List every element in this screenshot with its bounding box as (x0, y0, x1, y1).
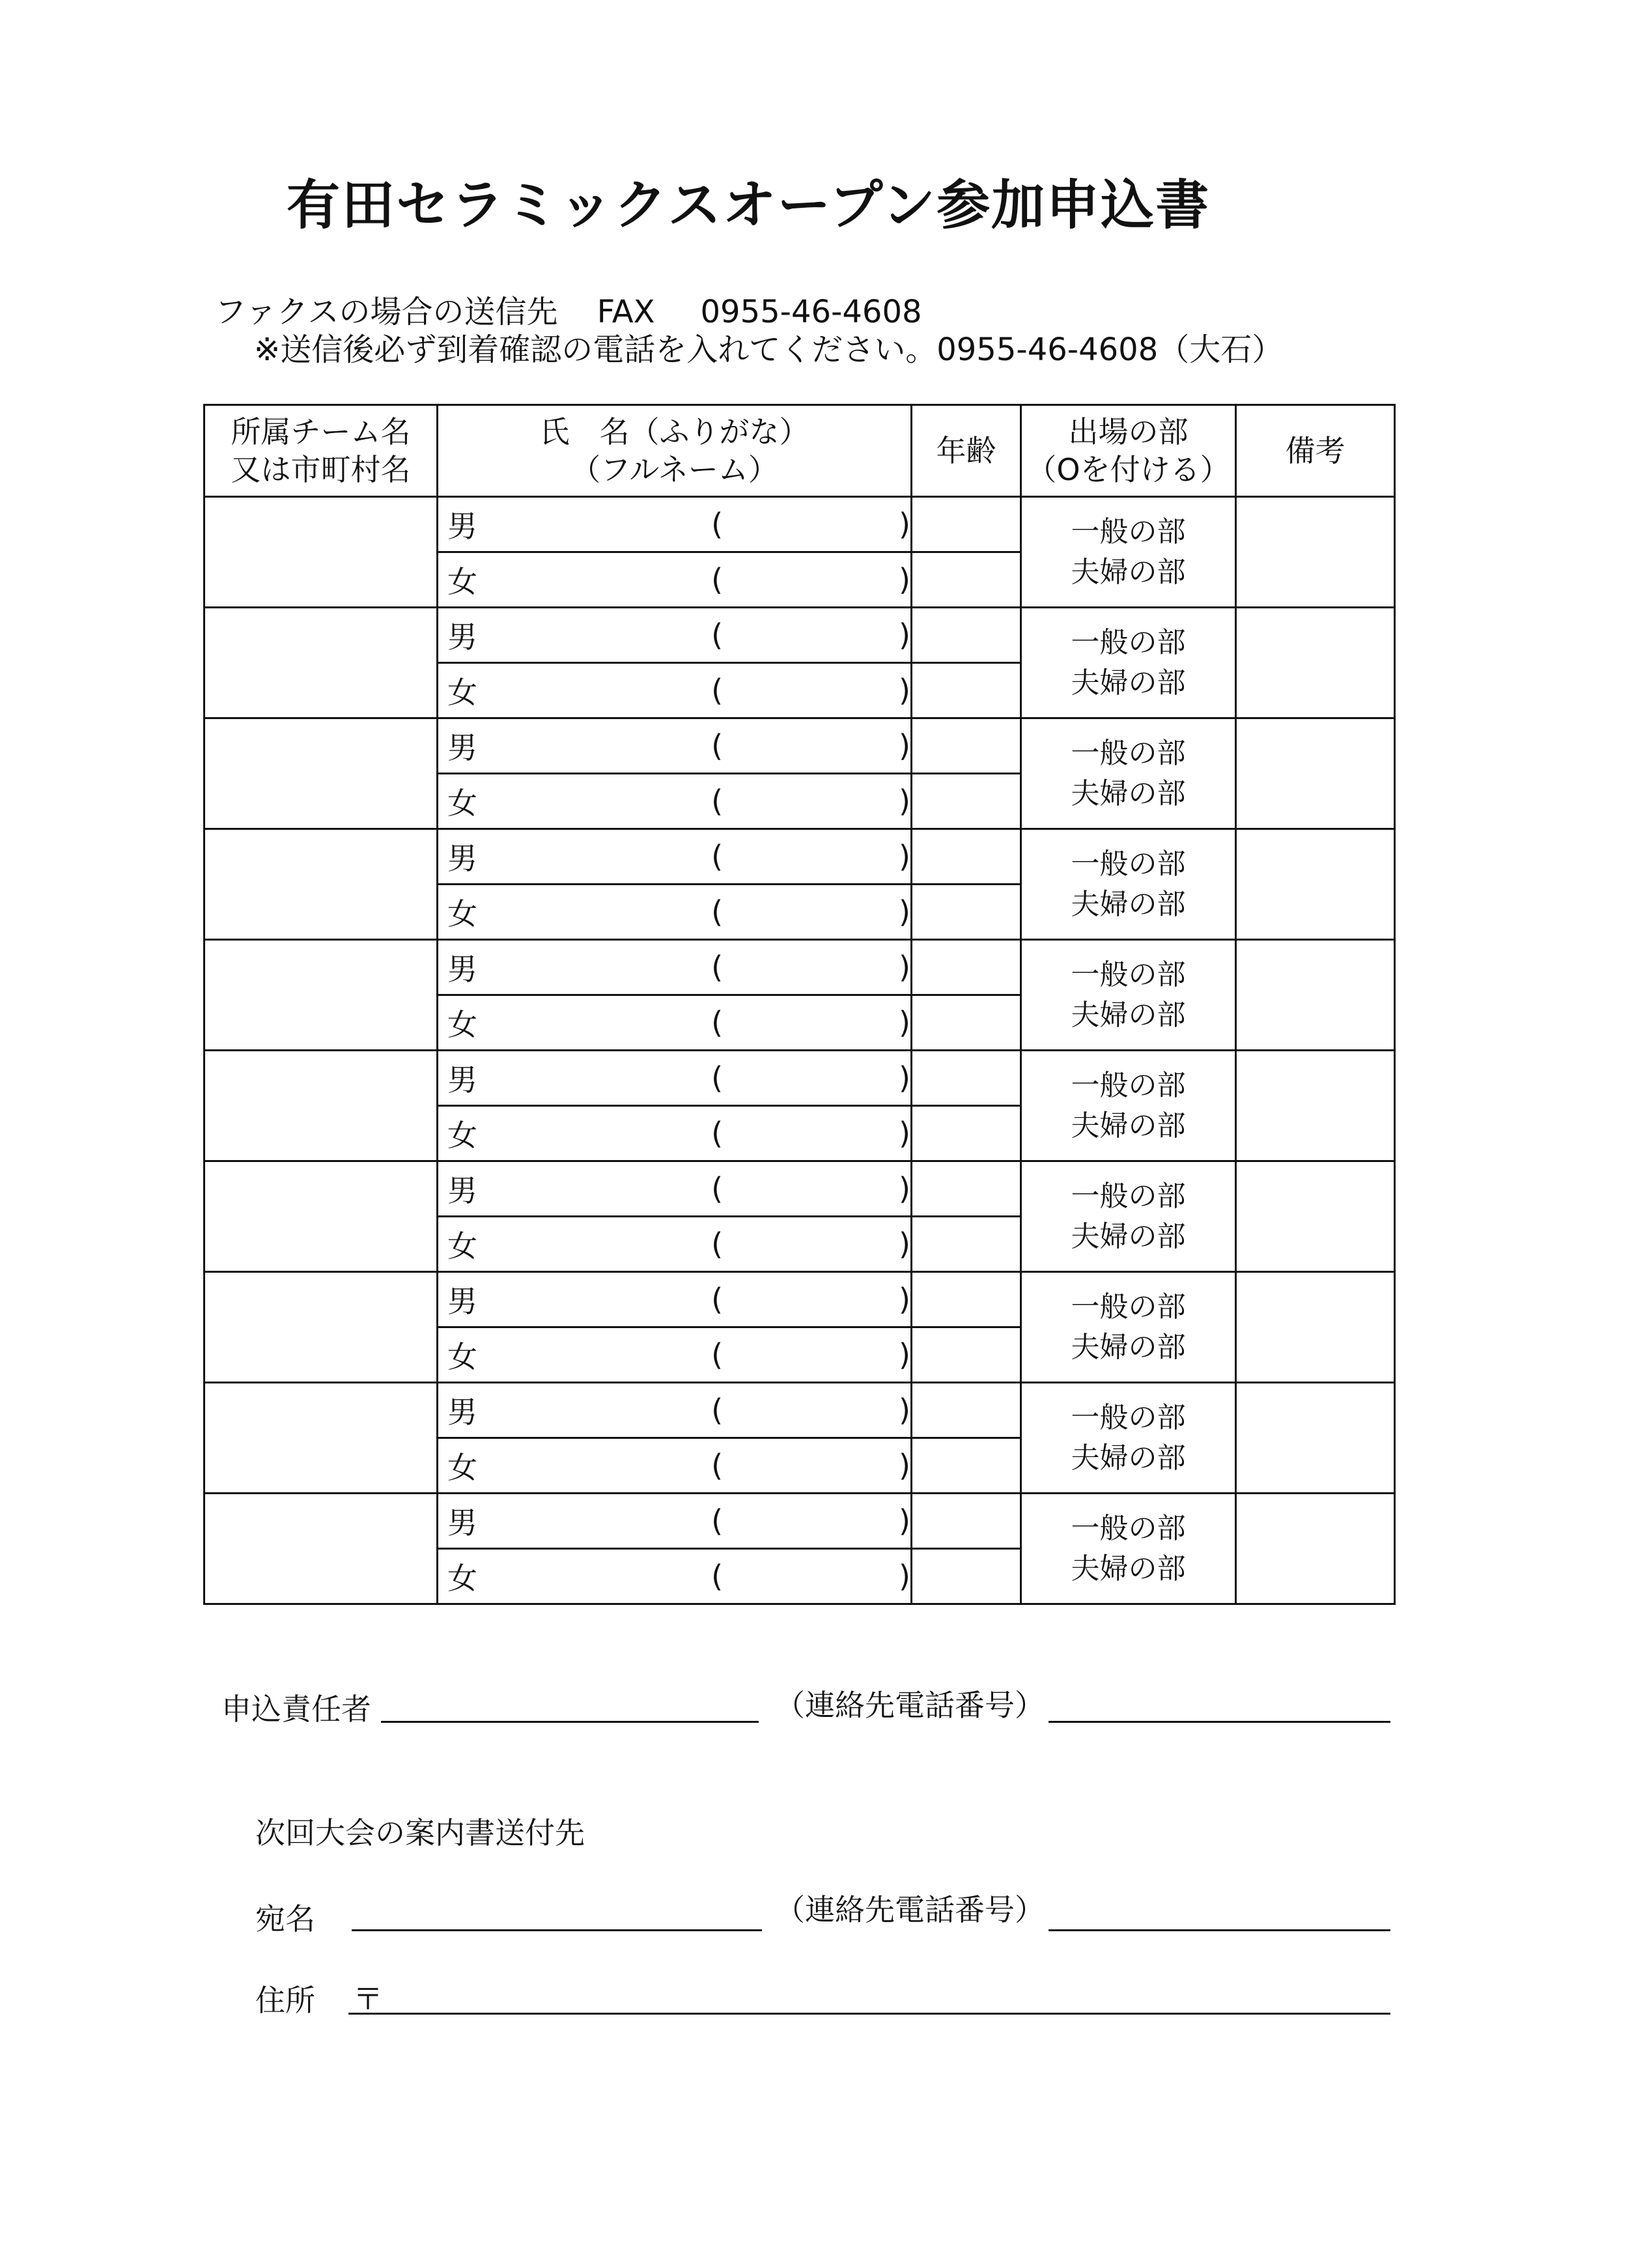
furigana-close-paren: ) (899, 1060, 910, 1096)
furigana-close-paren: ) (899, 1559, 910, 1594)
male-name-cell[interactable] (438, 829, 912, 885)
age-cell-female[interactable] (912, 995, 1021, 1051)
furigana-open-paren: ( (711, 784, 724, 819)
division-general[interactable]: 一般の部 (1071, 1400, 1186, 1434)
male-name-cell[interactable] (438, 1272, 912, 1327)
male-name-cell[interactable] (438, 718, 912, 774)
age-cell-male[interactable] (912, 1051, 1021, 1106)
male-label: 男 (447, 1173, 477, 1208)
division-general[interactable]: 一般の部 (1071, 1511, 1186, 1545)
entry-row-male (204, 1272, 1395, 1327)
division-couple[interactable]: 夫婦の部 (1071, 1441, 1186, 1475)
male-name-cell[interactable] (438, 608, 912, 663)
header-division-line2: （Oを付ける） (1026, 452, 1230, 487)
confirmation-notice: ※送信後必ず到着確認の電話を入れてください。0955-46-4608（大石） (254, 332, 1284, 368)
division-general[interactable]: 一般の部 (1071, 625, 1186, 659)
entry-row-male (204, 718, 1395, 774)
header-team-line1: 所属チーム名 (231, 414, 411, 449)
furigana-close-paren: ) (899, 1282, 910, 1317)
header-team-line2: 又は市町村名 (231, 452, 411, 487)
entry-row-male (204, 1383, 1395, 1438)
division-general[interactable]: 一般の部 (1071, 847, 1186, 881)
team-cell[interactable] (204, 608, 438, 718)
division-cell[interactable] (1021, 1161, 1236, 1272)
male-label: 男 (447, 952, 477, 987)
division-cell[interactable] (1021, 829, 1236, 940)
entry-row-male (204, 497, 1395, 552)
entry-row-male (204, 829, 1395, 885)
female-label: 女 (447, 564, 477, 599)
female-label: 女 (447, 1450, 477, 1485)
fax-label: FAX (597, 294, 655, 330)
division-couple[interactable]: 夫婦の部 (1071, 1219, 1186, 1253)
furigana-open-paren: ( (711, 839, 724, 874)
division-couple[interactable]: 夫婦の部 (1071, 776, 1186, 810)
furigana-open-paren: ( (711, 1448, 724, 1483)
female-label: 女 (447, 1118, 477, 1153)
furigana-open-paren: ( (711, 1226, 724, 1262)
furigana-close-paren: ) (899, 1005, 910, 1040)
team-cell[interactable] (204, 1161, 438, 1272)
furigana-close-paren: ) (899, 673, 910, 708)
division-general[interactable]: 一般の部 (1071, 736, 1186, 770)
age-cell-male[interactable] (912, 940, 1021, 995)
furigana-close-paren: ) (899, 839, 910, 874)
postal-mark: 〒 (353, 1981, 383, 2017)
form-title: 有田セラミックスオープン参加申込書 (287, 175, 1211, 236)
female-label: 女 (447, 675, 477, 710)
furigana-open-paren: ( (711, 1393, 724, 1428)
age-cell-male[interactable] (912, 608, 1021, 663)
age-cell-female[interactable] (912, 1217, 1021, 1272)
male-name-cell[interactable] (438, 497, 912, 552)
age-cell-female[interactable] (912, 1549, 1021, 1604)
division-cell[interactable] (1021, 608, 1236, 718)
furigana-close-paren: ) (899, 784, 910, 819)
next-info-label: 次回大会の案内書送付先 (255, 1815, 585, 1850)
age-cell-male[interactable] (912, 1272, 1021, 1327)
team-cell[interactable] (204, 1051, 438, 1161)
female-name-cell[interactable] (438, 885, 912, 940)
notes-cell[interactable] (1236, 718, 1395, 829)
furigana-open-paren: ( (711, 894, 724, 929)
address-label: 住所 (255, 1983, 315, 2018)
team-cell[interactable] (204, 1494, 438, 1604)
age-cell-male[interactable] (912, 1161, 1021, 1217)
division-couple[interactable]: 夫婦の部 (1071, 998, 1186, 1032)
notes-cell[interactable] (1236, 1051, 1395, 1161)
entry-row-male (204, 940, 1395, 995)
furigana-close-paren: ) (899, 617, 910, 653)
furigana-open-paren: ( (711, 950, 724, 985)
header-division-line1: 出場の部 (1068, 414, 1189, 449)
female-label: 女 (447, 896, 477, 931)
entry-row-male (204, 1051, 1395, 1106)
furigana-close-paren: ) (899, 1337, 910, 1372)
male-name-cell[interactable] (438, 1051, 912, 1106)
furigana-close-paren: ) (899, 950, 910, 985)
female-name-cell[interactable] (438, 995, 912, 1051)
division-cell[interactable] (1021, 497, 1236, 608)
addressee-phone-label: （連絡先電話番号） (775, 1892, 1045, 1927)
notes-cell[interactable] (1236, 608, 1395, 718)
furigana-close-paren: ) (899, 1116, 910, 1151)
age-cell-female[interactable] (912, 663, 1021, 718)
male-name-cell[interactable] (438, 1494, 912, 1549)
furigana-open-paren: ( (711, 1005, 724, 1040)
header-notes: 備考 (1236, 405, 1395, 497)
furigana-open-paren: ( (711, 1116, 724, 1151)
division-general[interactable]: 一般の部 (1071, 957, 1186, 991)
division-couple[interactable]: 夫婦の部 (1071, 1330, 1186, 1364)
division-couple[interactable]: 夫婦の部 (1071, 1552, 1186, 1585)
female-name-cell[interactable] (438, 663, 912, 718)
female-name-cell[interactable] (438, 552, 912, 608)
female-name-cell[interactable] (438, 774, 912, 829)
division-cell[interactable] (1021, 1051, 1236, 1161)
furigana-close-paren: ) (899, 1226, 910, 1262)
division-couple[interactable]: 夫婦の部 (1071, 1109, 1186, 1142)
notes-cell[interactable] (1236, 1383, 1395, 1494)
division-cell[interactable] (1021, 1272, 1236, 1383)
header-division (1021, 405, 1236, 497)
male-label: 男 (447, 841, 477, 876)
male-name-cell[interactable] (438, 1383, 912, 1438)
furigana-open-paren: ( (711, 507, 724, 542)
female-name-cell[interactable] (438, 1438, 912, 1494)
age-cell-female[interactable] (912, 1106, 1021, 1161)
division-general[interactable]: 一般の部 (1071, 1179, 1186, 1213)
furigana-close-paren: ) (899, 562, 910, 597)
division-general[interactable]: 一般の部 (1071, 1068, 1186, 1102)
age-cell-male[interactable] (912, 1383, 1021, 1438)
division-couple[interactable]: 夫婦の部 (1071, 666, 1186, 700)
notes-cell[interactable] (1236, 829, 1395, 940)
furigana-open-paren: ( (711, 1060, 724, 1096)
division-cell[interactable] (1021, 1494, 1236, 1604)
male-name-cell[interactable] (438, 940, 912, 995)
age-cell-male[interactable] (912, 1494, 1021, 1549)
address-field[interactable] (348, 2013, 1390, 2015)
addressee-field[interactable] (352, 1929, 762, 1931)
female-name-cell[interactable] (438, 1106, 912, 1161)
team-cell[interactable] (204, 1383, 438, 1494)
notes-cell[interactable] (1236, 940, 1395, 1051)
responsible-phone-field[interactable] (1049, 1721, 1390, 1723)
addressee-phone-field[interactable] (1049, 1929, 1390, 1931)
furigana-open-paren: ( (711, 617, 724, 653)
furigana-open-paren: ( (711, 673, 724, 708)
furigana-close-paren: ) (899, 1448, 910, 1483)
responsible-label: 申込責任者 (221, 1692, 371, 1727)
fax-number: 0955-46-4608 (700, 294, 922, 330)
furigana-open-paren: ( (711, 1337, 724, 1372)
female-label: 女 (447, 1007, 477, 1042)
furigana-close-paren: ) (899, 1393, 910, 1428)
header-age: 年齢 (912, 405, 1021, 497)
male-label: 男 (447, 730, 477, 765)
responsible-name-field[interactable] (381, 1721, 759, 1723)
team-cell[interactable] (204, 718, 438, 829)
male-label: 男 (447, 1395, 477, 1430)
entry-row-male (204, 608, 1395, 663)
header-name-line2: （フルネーム） (570, 452, 778, 487)
furigana-close-paren: ) (899, 728, 910, 763)
header-name-line1: 氏 名（ふりがな） (539, 414, 809, 449)
header-team (204, 405, 438, 497)
female-label: 女 (447, 1561, 477, 1596)
division-general[interactable]: 一般の部 (1071, 515, 1186, 548)
age-cell-male[interactable] (912, 497, 1021, 552)
age-cell-female[interactable] (912, 1327, 1021, 1383)
male-label: 男 (447, 1284, 477, 1319)
furigana-open-paren: ( (711, 1282, 724, 1317)
age-cell-male[interactable] (912, 718, 1021, 774)
division-general[interactable]: 一般の部 (1071, 1290, 1186, 1324)
age-cell-female[interactable] (912, 774, 1021, 829)
team-cell[interactable] (204, 497, 438, 608)
addressee-label: 宛名 (255, 1901, 315, 1936)
division-couple[interactable]: 夫婦の部 (1071, 887, 1186, 921)
female-label: 女 (447, 1339, 477, 1374)
age-cell-female[interactable] (912, 885, 1021, 940)
age-cell-female[interactable] (912, 552, 1021, 608)
female-label: 女 (447, 1228, 477, 1264)
division-cell[interactable] (1021, 940, 1236, 1051)
team-cell[interactable] (204, 940, 438, 1051)
furigana-open-paren: ( (711, 1559, 724, 1594)
male-label: 男 (447, 1505, 477, 1540)
furigana-open-paren: ( (711, 562, 724, 597)
notes-cell[interactable] (1236, 497, 1395, 608)
notes-cell[interactable] (1236, 1272, 1395, 1383)
male-name-cell[interactable] (438, 1161, 912, 1217)
female-name-cell[interactable] (438, 1327, 912, 1383)
team-cell[interactable] (204, 829, 438, 940)
female-label: 女 (447, 786, 477, 821)
division-couple[interactable]: 夫婦の部 (1071, 555, 1186, 589)
entry-table (203, 404, 1396, 1605)
furigana-open-paren: ( (711, 728, 724, 763)
team-cell[interactable] (204, 1272, 438, 1383)
furigana-open-paren: ( (711, 1503, 724, 1538)
male-label: 男 (447, 509, 477, 544)
entry-row-male (204, 1494, 1395, 1549)
female-name-cell[interactable] (438, 1549, 912, 1604)
furigana-close-paren: ) (899, 507, 910, 542)
female-name-cell[interactable] (438, 1217, 912, 1272)
age-cell-male[interactable] (912, 829, 1021, 885)
furigana-close-paren: ) (899, 894, 910, 929)
notes-cell[interactable] (1236, 1161, 1395, 1272)
age-cell-female[interactable] (912, 1438, 1021, 1494)
division-cell[interactable] (1021, 1383, 1236, 1494)
header-name (438, 405, 912, 497)
furigana-open-paren: ( (711, 1171, 724, 1206)
furigana-close-paren: ) (899, 1171, 910, 1206)
male-label: 男 (447, 1062, 477, 1098)
furigana-close-paren: ) (899, 1503, 910, 1538)
notes-cell[interactable] (1236, 1494, 1395, 1604)
division-cell[interactable] (1021, 718, 1236, 829)
male-label: 男 (447, 619, 477, 655)
responsible-phone-label: （連絡先電話番号） (775, 1688, 1045, 1723)
table-header-row (204, 405, 1395, 497)
entry-row-male (204, 1161, 1395, 1217)
fax-prefix: ファクスの場合の送信先 (215, 294, 558, 330)
